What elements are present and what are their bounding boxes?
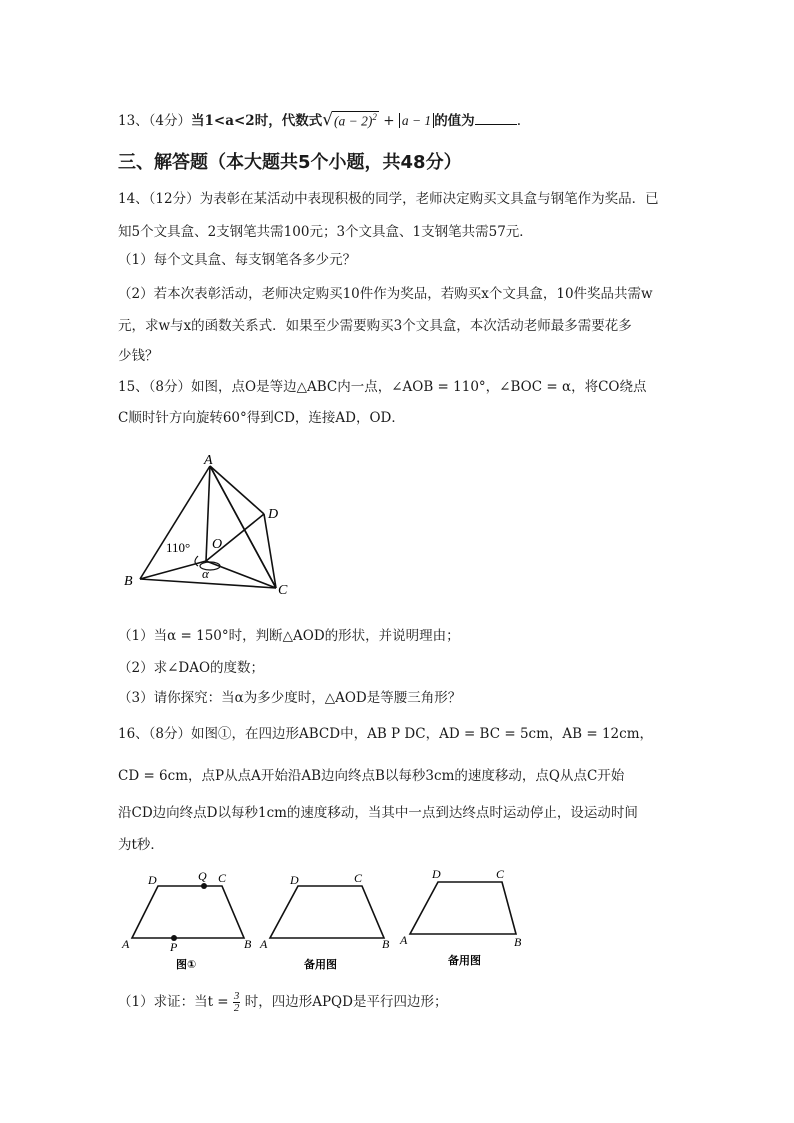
q16-line1: 16、（8分）如图①，在四边形ABCD中，AB P DC，AD = BC = 5cm，AB = 12cm， [118,726,653,742]
q15-part1: （1）当α = 150°时，判断△AOD的形状，并说明理由； [118,628,460,644]
fig3-label-a: A [400,933,408,947]
q13-answer-blank[interactable] [475,112,517,125]
fig1-label-d: D [148,873,157,887]
fraction-denominator: 2 [233,1002,240,1014]
q13-plus: + [378,113,399,129]
q14-line1: 14、（12分）为表彰在某活动中表现积极的同学，老师决定购买文具盒与钢笔作为奖品．已 [118,191,659,207]
q15-label-d: D [268,507,279,522]
q16-figure-3 [398,866,538,971]
q14-part2-line2: 元，求w与x的函数关系式．如果至少需要购买3个文具盒，本次活动老师最多需要花多 [118,318,632,334]
q13-exponent: 2 [372,111,377,122]
q16-line3: 沿CD边向终点D以每秒1cm的速度移动，当其中一点到达终点时运动停止，设运动时间 [118,805,638,821]
q15-part3: （3）请你探究：当α为多少度时，△AOD是等腰三角形？ [118,690,462,706]
fraction-numerator: 3 [233,990,240,1002]
q16-fraction [233,991,241,1014]
q13-text-b: 时，代数式 [254,113,323,129]
section-heading: 三、解答题（本大题共5个小题，共48分） [118,152,462,173]
q15-part2: （2）求∠DAO的度数； [118,660,265,676]
q13-number: 13、（4分） [118,113,192,129]
fig1-caption: 图① [176,958,197,971]
q13-text-a: 当 [191,113,205,129]
fig3-label-b: B [514,935,522,949]
q14-part2-line1: （2）若本次表彰活动，老师决定购买10件作为奖品，若购买x个文具盒，10件奖品共需w [118,286,653,302]
q16-part1-text-a: （1）求证：当t = [118,994,229,1010]
q16-part1 [118,990,447,1014]
q13-sqrt-inner: (a − 2) [334,113,373,128]
fig2-label-b: B [382,937,390,951]
q16-line2: CD = 6cm，点P从点A开始沿AB边向终点B以每秒3cm的速度移动，点Q从点C开始 [118,768,625,784]
q13-line [118,109,521,130]
fig2-label-d: D [290,873,299,887]
fig3-label-d: D [432,867,441,881]
q13-sqrt-expr [332,111,379,130]
fig2-label-c: C [354,871,363,885]
fig2-caption: 备用图 [304,958,337,971]
q13-abs-expr: a − 1 [399,113,434,128]
q14-part2-line3: 少钱？ [118,348,159,364]
q15-triangle-figure [118,448,318,608]
q13-text-c: 的值为 [434,113,475,129]
q16-figure-1 [118,868,258,973]
q16-line4: 为t秒． [118,837,164,853]
q13-condition: 1<a<2 [204,113,255,129]
fig3-label-c: C [496,867,505,881]
q15-line2: C顺时针方向旋转60°得到CD，连接AD，OD． [118,410,405,426]
q16-part1-text-b: 时，四边形APQD是平行四边形； [244,994,448,1010]
q15-label-o: O [212,537,223,552]
fig1-label-b: B [244,937,252,951]
q15-label-a: A [204,453,213,468]
q14-part1: （1）每个文具盒、每支钢笔各多少元？ [118,252,357,268]
fig1-label-a: A [122,937,130,951]
fig1-label-c: C [218,871,227,885]
fig1-label-q: Q [198,869,207,883]
q15-angle-110: 110° [166,540,191,555]
q13-end: . [516,113,521,129]
q15-label-c: C [278,583,288,598]
q15-label-b: B [124,574,133,589]
q15-line1: 15、（8分）如图，点O是等边△ABC内一点，∠AOB = 110°，∠BOC = α，将CO绕点 [118,379,647,395]
fig1-label-p: P [170,940,178,954]
fig3-caption: 备用图 [448,954,481,967]
q16-figure-2 [258,868,398,973]
q15-alpha: α [202,566,209,581]
sqrt-sign-icon: √ [322,110,334,130]
q14-line2: 知5个文具盒、2支钢笔共需100元；3个文具盒、1支钢笔共需57元． [118,224,533,240]
fig2-label-a: A [260,937,268,951]
